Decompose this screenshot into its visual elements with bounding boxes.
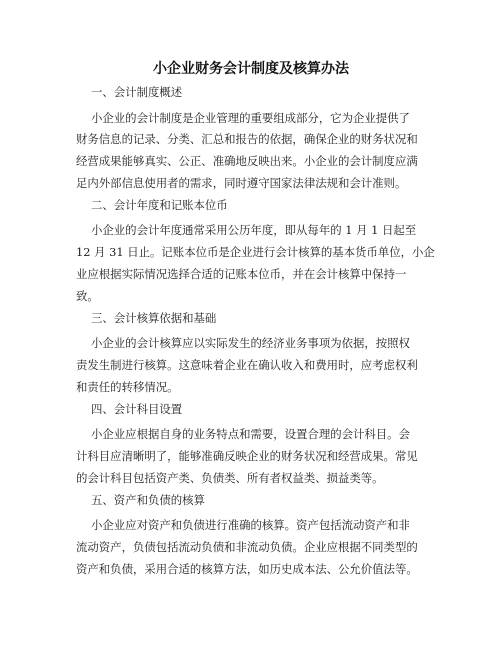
section-heading-assets-liabilities: 五、资产和负债的核算	[91, 493, 205, 507]
document-title: 小企业财务会计制度及核算办法	[153, 61, 349, 77]
paragraph-line: 业应根据实际情况选择合适的记账本位币，并在会计核算中保持一	[76, 267, 407, 281]
paragraph-line: 的会计科目包括资产类、负债类、所有者权益类、损益类等。	[76, 471, 384, 485]
paragraph-line: 责发生制进行核算。这意味着企业在确认收入和费用时，应考虑权利	[76, 358, 418, 372]
paragraph-line: 致。	[76, 289, 99, 303]
paragraph-line: 12 月 31 日止。记账本位币是企业进行会计核算的基本货币单位，小企	[76, 245, 435, 259]
paragraph-line: 小企业的会计制度是企业管理的重要组成部分，它为企业提供了	[91, 111, 410, 125]
paragraph-line: 流动资产，负债包括流动负债和非流动负债。企业应根据不同类型的	[76, 540, 418, 554]
paragraph-line: 小企业应对资产和负债进行准确的核算。资产包括流动资产和非	[91, 518, 410, 532]
paragraph-line: 小企业的会计核算应以实际发生的经济业务事项为依据，按照权	[91, 336, 410, 350]
paragraph-line: 小企业的会计年度通常采用公历年度，即从每年的 1 月 1 日起至	[91, 223, 417, 237]
paragraph-line: 财务信息的记录、分类、汇总和报告的依据，确保企业的财务状况和	[76, 132, 418, 146]
section-heading-fiscal-year: 二、会计年度和记账本位币	[91, 198, 228, 212]
paragraph-line: 经营成果能够真实、公正、准确地反映出来。小企业的会计制度应满	[76, 154, 418, 168]
section-heading-account-setup: 四、会计科目设置	[91, 402, 183, 416]
paragraph-line: 小企业应根据自身的业务特点和需要，设置合理的会计科目。会	[91, 427, 410, 441]
section-heading-overview: 一、会计制度概述	[91, 85, 183, 99]
paragraph-line: 资产和负债，采用合适的核算方法，如历史成本法、公允价值法等。	[76, 562, 418, 576]
paragraph-line: 足内外部信息使用者的需求，同时遵守国家法律法规和会计准则。	[76, 176, 407, 190]
paragraph-line: 和责任的转移情况。	[76, 380, 179, 394]
section-heading-accounting-basis: 三、会计核算依据和基础	[91, 311, 217, 325]
paragraph-line: 计科目应清晰明了，能够准确反映企业的财务状况和经营成果。常见	[76, 449, 418, 463]
